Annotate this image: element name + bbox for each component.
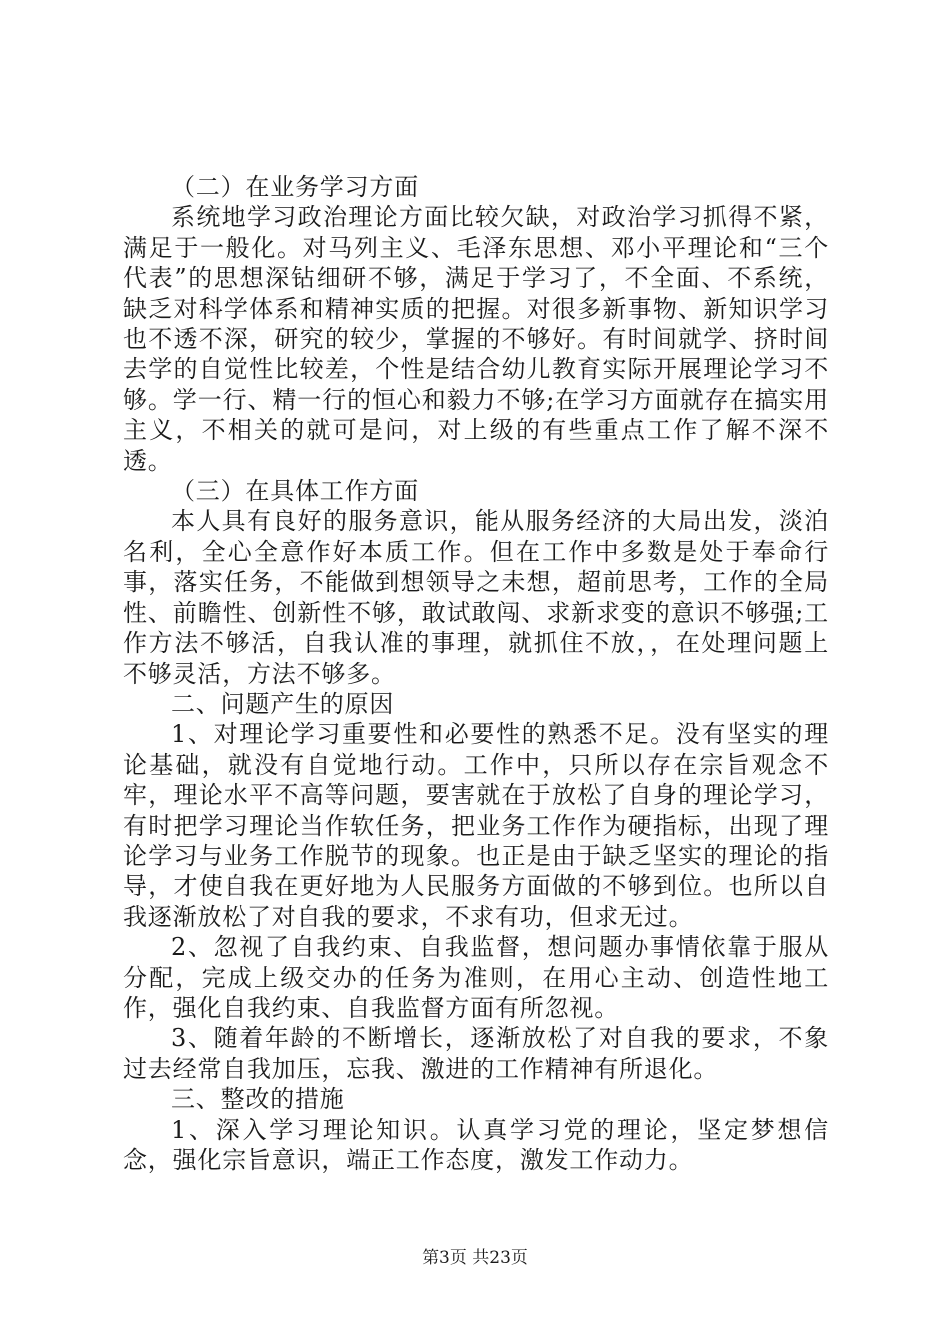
paragraph-cause-1: 1、对理论学习重要性和必要性的熟悉不足。没有坚实的理论基础，就没有自觉地行动。工作中，只所以存在宗旨观念不牢，理论水平不高等问题，要害就在于放松了自身的理论学习，有时把学习理论当作软任务，把业务工作作为硬指标，出现了理论学习与业务工作脱节的现象。也正是由于缺乏坚实的理论的指导，才使自我在更好地为人民服务方面做的不够到位。也所以自我逐渐放松了对自我的要求，不求有功，但求无过。 xyxy=(123,720,829,931)
heading-causes: 二、问题产生的原因 xyxy=(171,689,395,718)
heading-measures: 三、整改的措施 xyxy=(171,1085,345,1114)
paragraph-cause-2: 2、忽视了自我约束、自我监督，想问题办事情依靠于服从分配，完成上级交办的任务为准则，在用心主动、创造性地工作，强化自我约束、自我监督方面有所忽视。 xyxy=(123,933,829,1022)
paragraph-business-study: 系统地学习政治理论方面比较欠缺，对政治学习抓得不紧，满足于一般化。对马列主义、毛泽东思想、邓小平理论和“三个代表”的思想深钻细研不够，满足于学习了，不全面、不系统，缺乏对科学体系和精神实质的把握。对很多新事物、新知识学习也不透不深，研究的较少，掌握的不够好。有时间就学、挤时间去学的自觉性比较差，个性是结合幼儿教育实际开展理论学习不够。学一行、精一行的恒心和毅力不够;在学习方面就存在搞实用主义，不相关的就可是问，对上级的有些重点工作了解不深不透。 xyxy=(123,203,829,475)
paragraph-cause-3: 3、随着年龄的不断增长，逐渐放松了对自我的要求，不象过去经常自我加压，忘我、激进的工作精神有所退化。 xyxy=(123,1024,829,1083)
paragraph-measure-1: 1、深入学习理论知识。认真学习党的理论，坚定梦想信念，强化宗旨意识，端正工作态度，激发工作动力。 xyxy=(123,1115,829,1174)
paragraph-specific-work: 本人具有良好的服务意识，能从服务经济的大局出发，淡泊名利，全心全意作好本质工作。但在工作中多数是处于奉命行事，落实任务，不能做到想领导之未想，超前思考，工作的全局性、前瞻性、创新性不够，敢试敢闯、求新求变的意识不够强;工作方法不够活，自我认准的事理，就抓住不放，，在处理问题上不够灵活，方法不够多。 xyxy=(123,507,829,688)
heading-business-study: （二）在业务学习方面 xyxy=(171,173,419,201)
page-number-footer: 第3页 共23页 xyxy=(422,1248,528,1268)
heading-specific-work: （三）在具体工作方面 xyxy=(171,477,419,506)
document-body xyxy=(123,172,829,1175)
